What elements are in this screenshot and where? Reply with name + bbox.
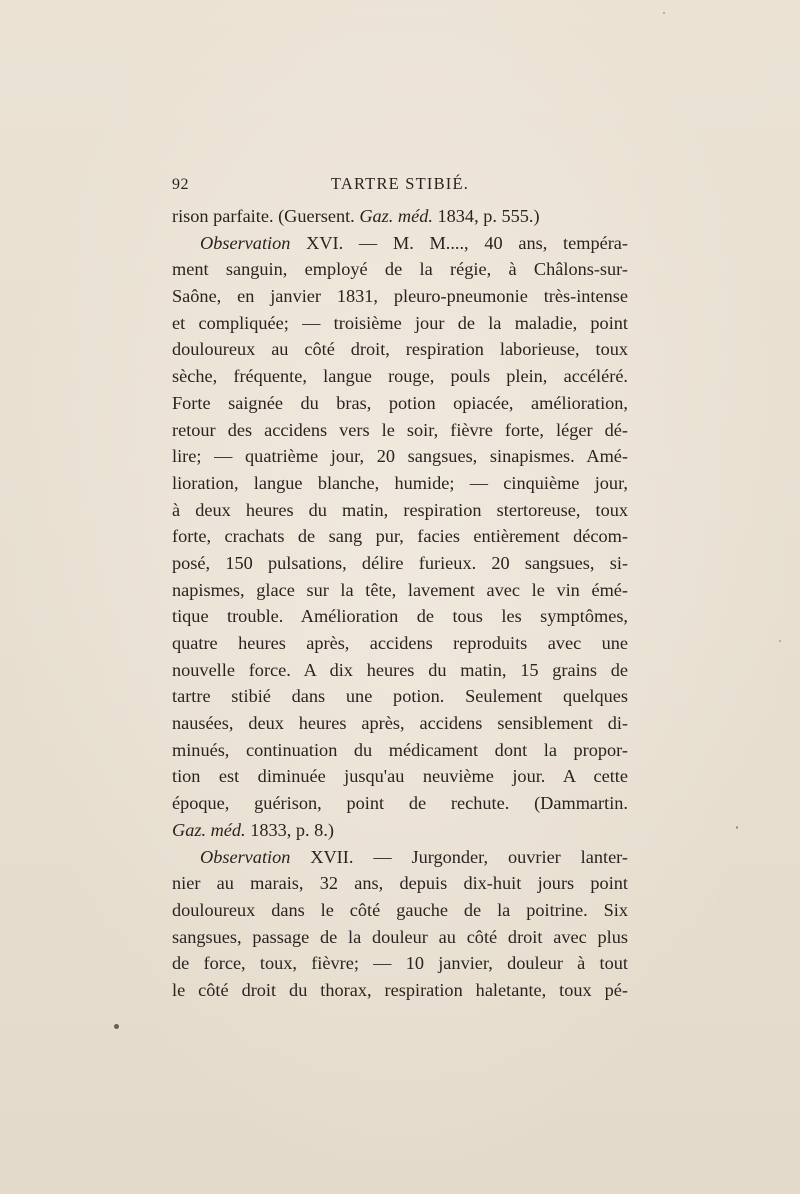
text-segment: douloureux au côté droit, respiration laborieuse, toux bbox=[172, 339, 628, 360]
text-segment: nouvelle force. A dix heures du matin, 15 grains de bbox=[172, 659, 628, 680]
italic-text: Observation bbox=[200, 232, 291, 253]
text-segment: minués, continuation du médicament dont la propor- bbox=[172, 739, 628, 760]
text-segment: époque, guérison, point de rechute. (Dammartin. bbox=[172, 793, 628, 814]
text-segment: tartre stibié dans une potion. Seulement quelques bbox=[172, 686, 628, 707]
text-segment: ment sanguin, employé de la régie, à Châlons-sur- bbox=[172, 259, 628, 280]
text-segment: XVI. — M. M...., 40 ans, tempéra- bbox=[290, 232, 628, 253]
text-line bbox=[172, 844, 628, 871]
text-segment: 1834, p. 555.) bbox=[432, 206, 540, 226]
text-segment: 1833, p. 8.) bbox=[245, 819, 334, 840]
text-line bbox=[172, 950, 628, 977]
text-line bbox=[172, 550, 628, 577]
text-segment: à deux heures du matin, respiration stertoreuse, toux bbox=[172, 499, 628, 520]
text-line bbox=[172, 737, 628, 764]
text-line bbox=[172, 203, 628, 230]
text-line bbox=[172, 577, 628, 604]
text-segment: sangsues, passage de la douleur au côté droit avec plus bbox=[172, 926, 628, 947]
text-segment: forte, crachats de sang pur, facies entièrement décom- bbox=[172, 526, 628, 547]
text-segment: nausées, deux heures après, accidens sensiblement di- bbox=[172, 713, 628, 734]
italic-text: Gaz. méd. bbox=[172, 819, 246, 840]
text-line bbox=[172, 683, 628, 710]
text-line bbox=[172, 790, 628, 817]
text-segment: posé, 150 pulsations, délire furieux. 20 sangsues, si- bbox=[172, 552, 628, 573]
text-line bbox=[172, 230, 628, 257]
text-segment: et compliquée; — troisième jour de la maladie, point bbox=[172, 312, 628, 333]
text-segment: de force, toux, fièvre; — 10 janvier, douleur à tout bbox=[172, 953, 628, 974]
italic-text: Gaz. méd. bbox=[359, 206, 433, 226]
text-line bbox=[172, 630, 628, 657]
text-line bbox=[172, 763, 628, 790]
text-segment: quatre heures après, accidens reproduits avec une bbox=[172, 633, 628, 653]
text-line bbox=[172, 363, 628, 390]
paper-spot bbox=[663, 12, 665, 14]
text-segment: napismes, glace sur la tête, lavement avec le vin émé- bbox=[172, 579, 628, 600]
paper-spot bbox=[779, 640, 781, 642]
running-title: TARTRE STIBIÉ. bbox=[330, 174, 470, 193]
text-line bbox=[172, 390, 628, 417]
text-line bbox=[172, 603, 628, 630]
italic-text: Observation bbox=[200, 846, 291, 867]
text-line bbox=[172, 924, 628, 951]
text-segment: retour des accidens vers le soir, fièvre forte, léger dé- bbox=[172, 419, 628, 440]
text-line bbox=[172, 870, 628, 897]
text-segment: rison parfaite. (Guersent. bbox=[172, 206, 360, 226]
text-line bbox=[172, 417, 628, 444]
text-line bbox=[172, 817, 628, 844]
text-line bbox=[172, 497, 628, 524]
text-segment: sèche, fréquente, langue rouge, pouls plein, accéléré. bbox=[172, 366, 628, 387]
text-segment: XVII. — Jurgonder, ouvrier lanter- bbox=[290, 846, 628, 867]
text-line bbox=[172, 310, 628, 337]
text-line bbox=[172, 897, 628, 924]
page-number: 92 bbox=[172, 176, 189, 193]
paper-spot bbox=[736, 826, 738, 829]
text-segment: le côté droit du thorax, respiration haletante, toux pé- bbox=[172, 979, 628, 1000]
text-segment: Saône, en janvier 1831, pleuro-pneumonie très-intense bbox=[172, 286, 628, 307]
text-segment: tion est diminuée jusqu'au neuvième jour. A cette bbox=[172, 766, 628, 787]
text-line bbox=[172, 977, 628, 1004]
text-segment: douloureux dans le côté gauche de la poitrine. Six bbox=[172, 899, 628, 920]
text-segment: lire; — quatrième jour, 20 sangsues, sinapismes. Amé- bbox=[172, 446, 628, 467]
page-header bbox=[172, 174, 628, 196]
text-segment: nier au marais, 32 ans, depuis dix-huit jours point bbox=[172, 873, 628, 894]
text-line bbox=[172, 710, 628, 737]
text-segment: Forte saignée du bras, potion opiacée, amélioration, bbox=[172, 392, 628, 413]
text-segment: tique trouble. Amélioration de tous les symptômes, bbox=[172, 606, 628, 627]
text-line bbox=[172, 470, 628, 497]
text-segment: lioration, langue blanche, humide; — cinquième jour, bbox=[172, 472, 628, 493]
text-line bbox=[172, 443, 628, 470]
text-line bbox=[172, 256, 628, 283]
text-line bbox=[172, 523, 628, 550]
text-line bbox=[172, 336, 628, 363]
text-line bbox=[172, 657, 628, 684]
paper-spot bbox=[114, 1024, 119, 1029]
body-text bbox=[172, 203, 628, 1004]
text-line bbox=[172, 283, 628, 310]
